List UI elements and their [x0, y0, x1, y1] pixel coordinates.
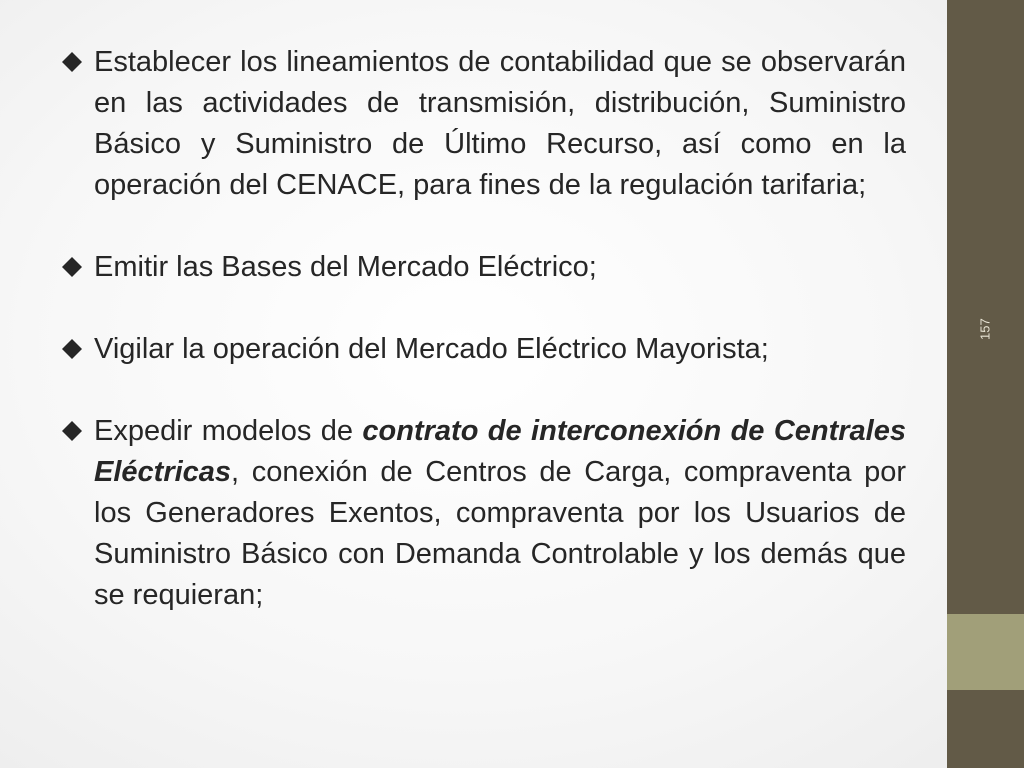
- bullet-text: Establecer los lineamientos de contabilidad que se observarán en las actividades de transmisión, distribución, Suministro Básico y Suministro de Último Recurso, así como en la operación del CENACE, para fines de la regulación tarifaria;: [94, 46, 906, 201]
- slide-content: [58, 42, 906, 616]
- diamond-bullet-icon: [62, 421, 82, 441]
- bullet-text-after: , conexión de Centros de Carga, compraventa por los Generadores Exentos, compraventa por los Usuarios de Suministro Básico con Demanda Controlable y los demás que se requieran;: [94, 456, 906, 611]
- bullet-text: Vigilar la operación del Mercado Eléctrico Mayorista;: [94, 333, 769, 365]
- diamond-bullet-icon: [62, 52, 82, 72]
- slide-number: 157: [977, 318, 993, 340]
- bullet-text-before: Expedir modelos de: [94, 415, 363, 447]
- bullet-text: Emitir las Bases del Mercado Eléctrico;: [94, 251, 597, 283]
- bullet-item: [58, 247, 906, 288]
- sidebar-accent-block: [947, 614, 1024, 690]
- bullet-emphasis: contrato de interconexión de Centrales Eléctricas: [94, 415, 906, 488]
- bullet-text: [94, 415, 906, 611]
- diamond-bullet-icon: [62, 339, 82, 359]
- bullet-item: [58, 329, 906, 370]
- bullet-item: [58, 411, 906, 616]
- diamond-bullet-icon: [62, 257, 82, 277]
- bullet-item: [58, 42, 906, 206]
